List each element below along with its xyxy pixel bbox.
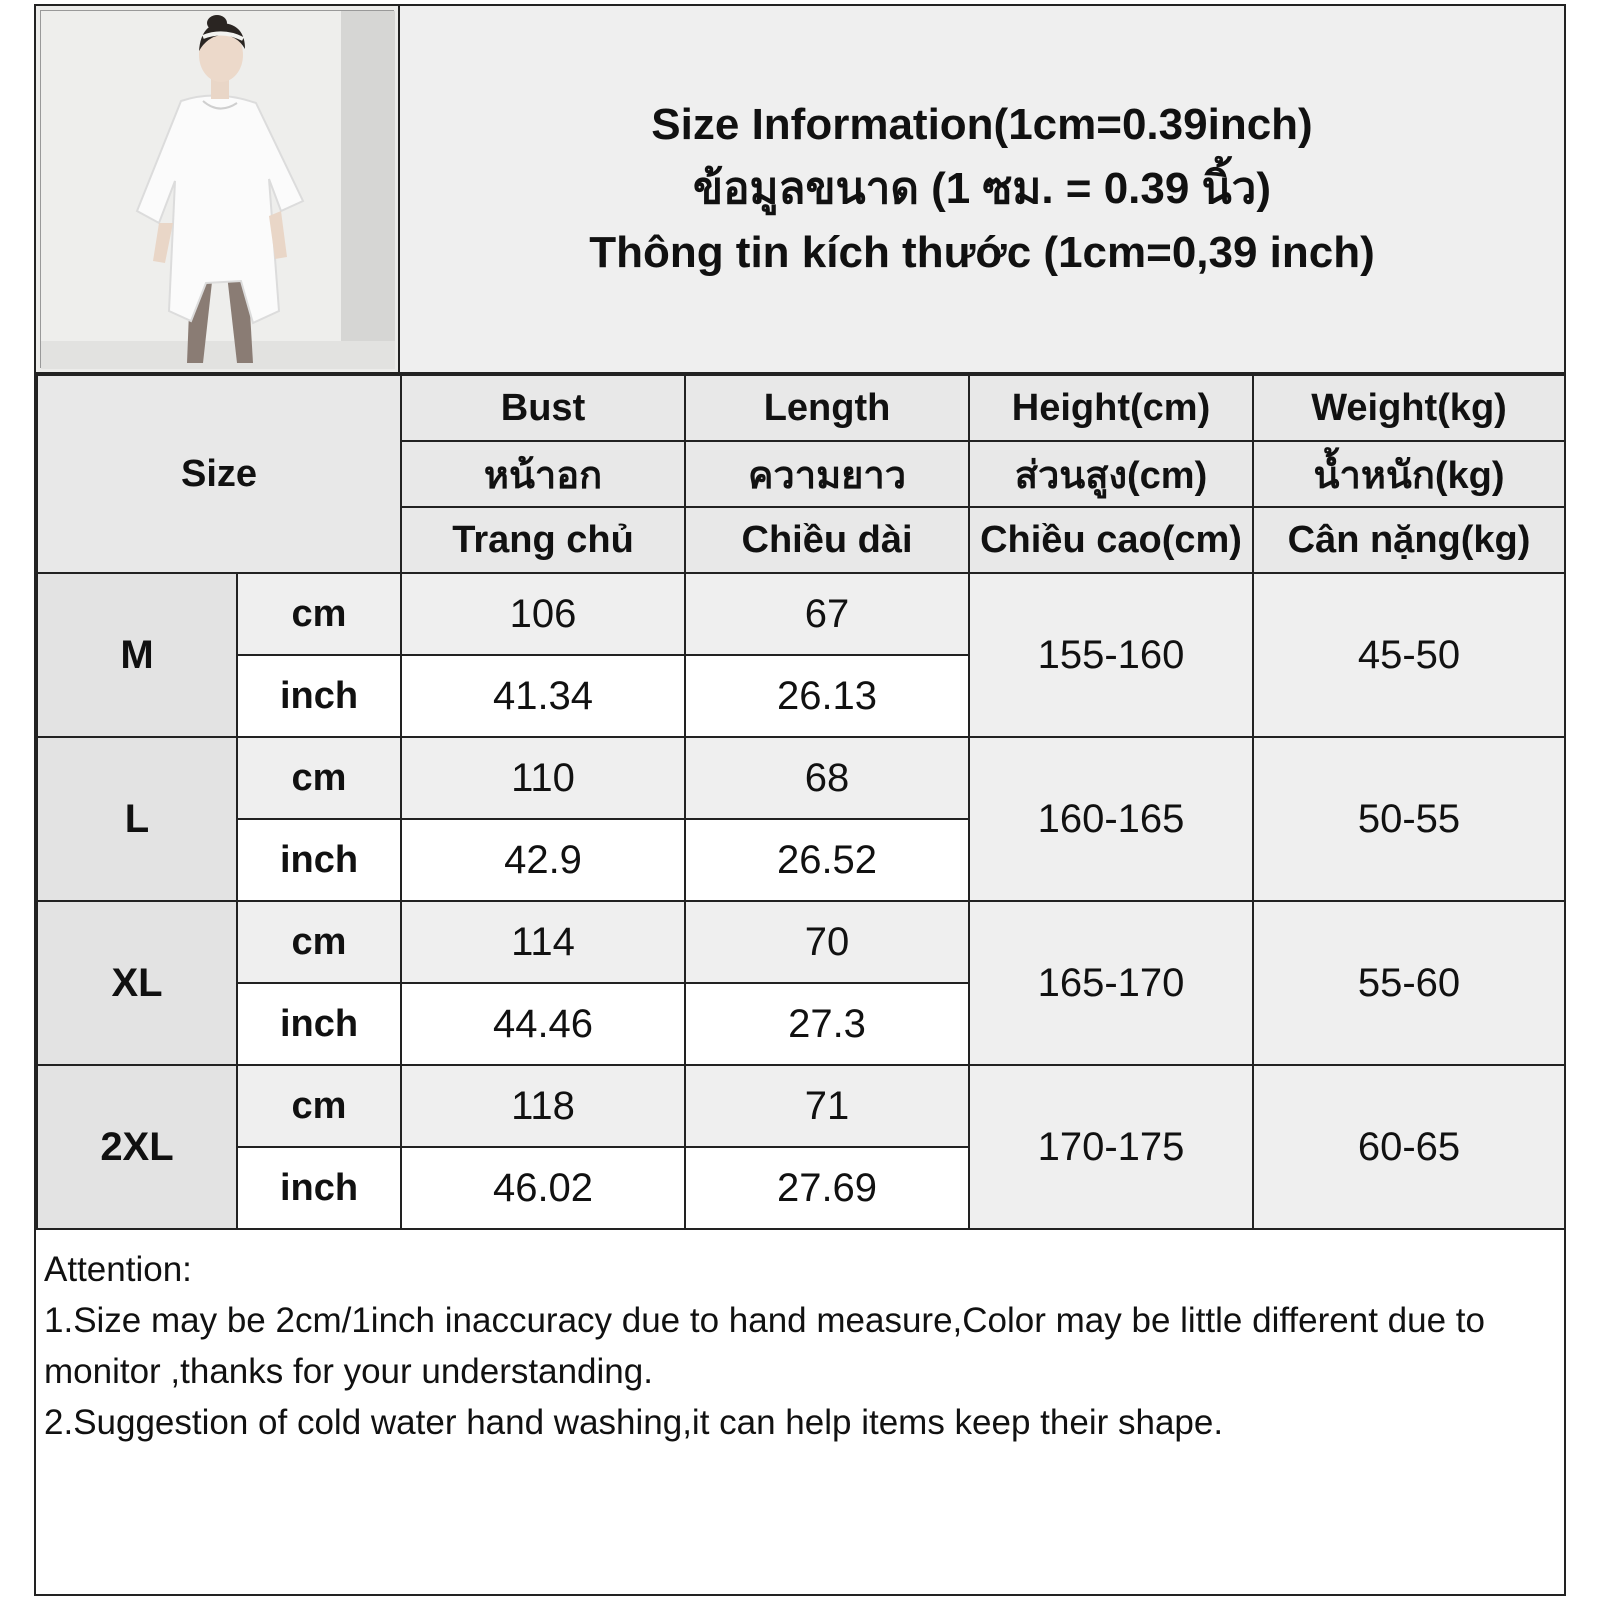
col-bust-th: หน้าอก	[401, 441, 685, 507]
col-bust-en: Bust	[401, 375, 685, 441]
col-weight-en: Weight(kg)	[1253, 375, 1565, 441]
col-length-vi: Chiều dài	[685, 507, 969, 573]
title-vietnamese: Thông tin kích thước (1cm=0,39 inch)	[589, 228, 1375, 277]
length-cm: 67	[685, 573, 969, 655]
unit-inch: inch	[237, 1147, 401, 1229]
weight-range: 50-55	[1253, 737, 1565, 901]
bust-inch: 46.02	[401, 1147, 685, 1229]
length-inch: 26.13	[685, 655, 969, 737]
table-row	[37, 901, 1565, 983]
col-weight-th: น้ำหนัก(kg)	[1253, 441, 1565, 507]
weight-range: 60-65	[1253, 1065, 1565, 1229]
length-inch: 27.69	[685, 1147, 969, 1229]
unit-inch: inch	[237, 983, 401, 1065]
unit-inch: inch	[237, 819, 401, 901]
height-range: 155-160	[969, 573, 1253, 737]
size-chart-sheet	[34, 4, 1566, 1596]
length-cm: 70	[685, 901, 969, 983]
size-cell: L	[37, 737, 237, 901]
bust-cm: 118	[401, 1065, 685, 1147]
table-row	[37, 737, 1565, 819]
length-inch: 26.52	[685, 819, 969, 901]
table-row	[37, 573, 1565, 655]
bust-cm: 106	[401, 573, 685, 655]
table-row	[37, 1065, 1565, 1147]
size-cell: XL	[37, 901, 237, 1065]
length-cm: 71	[685, 1065, 969, 1147]
note-item: 1.Size may be 2cm/1inch inaccuracy due to hand measure,Color may be little different due to monitor ,thanks for your understanding.	[44, 1301, 1485, 1391]
size-cell: M	[37, 573, 237, 737]
bust-inch: 41.34	[401, 655, 685, 737]
unit-cm: cm	[237, 737, 401, 819]
attention-notes	[36, 1238, 1564, 1594]
product-photo	[36, 6, 400, 374]
length-cm: 68	[685, 737, 969, 819]
size-table	[36, 374, 1566, 1230]
unit-cm: cm	[237, 573, 401, 655]
title-thai: ข้อมูลขนาด (1 ซม. = 0.39 นิ้ว)	[692, 164, 1271, 213]
length-inch: 27.3	[685, 983, 969, 1065]
height-range: 170-175	[969, 1065, 1253, 1229]
bust-cm: 114	[401, 901, 685, 983]
bust-cm: 110	[401, 737, 685, 819]
unit-cm: cm	[237, 1065, 401, 1147]
header-row-english	[37, 375, 1565, 441]
weight-range: 45-50	[1253, 573, 1565, 737]
title-english: Size Information(1cm=0.39inch)	[651, 100, 1313, 149]
size-cell: 2XL	[37, 1065, 237, 1229]
col-height-en: Height(cm)	[969, 375, 1253, 441]
col-length-en: Length	[685, 375, 969, 441]
weight-range: 55-60	[1253, 901, 1565, 1065]
col-bust-vi: Trang chủ	[401, 507, 685, 573]
bust-inch: 44.46	[401, 983, 685, 1065]
col-height-th: ส่วนสูง(cm)	[969, 441, 1253, 507]
size-header: Size	[37, 375, 401, 573]
height-range: 160-165	[969, 737, 1253, 901]
height-range: 165-170	[969, 901, 1253, 1065]
unit-inch: inch	[237, 655, 401, 737]
model-in-white-tshirt-image	[41, 11, 395, 369]
col-height-vi: Chiều cao(cm)	[969, 507, 1253, 573]
col-length-th: ความยาว	[685, 441, 969, 507]
unit-cm: cm	[237, 901, 401, 983]
col-weight-vi: Cân nặng(kg)	[1253, 507, 1565, 573]
notes-heading: Attention:	[44, 1250, 192, 1289]
bust-inch: 42.9	[401, 819, 685, 901]
note-item: 2.Suggestion of cold water hand washing,it can help items keep their shape.	[44, 1403, 1224, 1442]
size-info-title	[400, 6, 1564, 374]
